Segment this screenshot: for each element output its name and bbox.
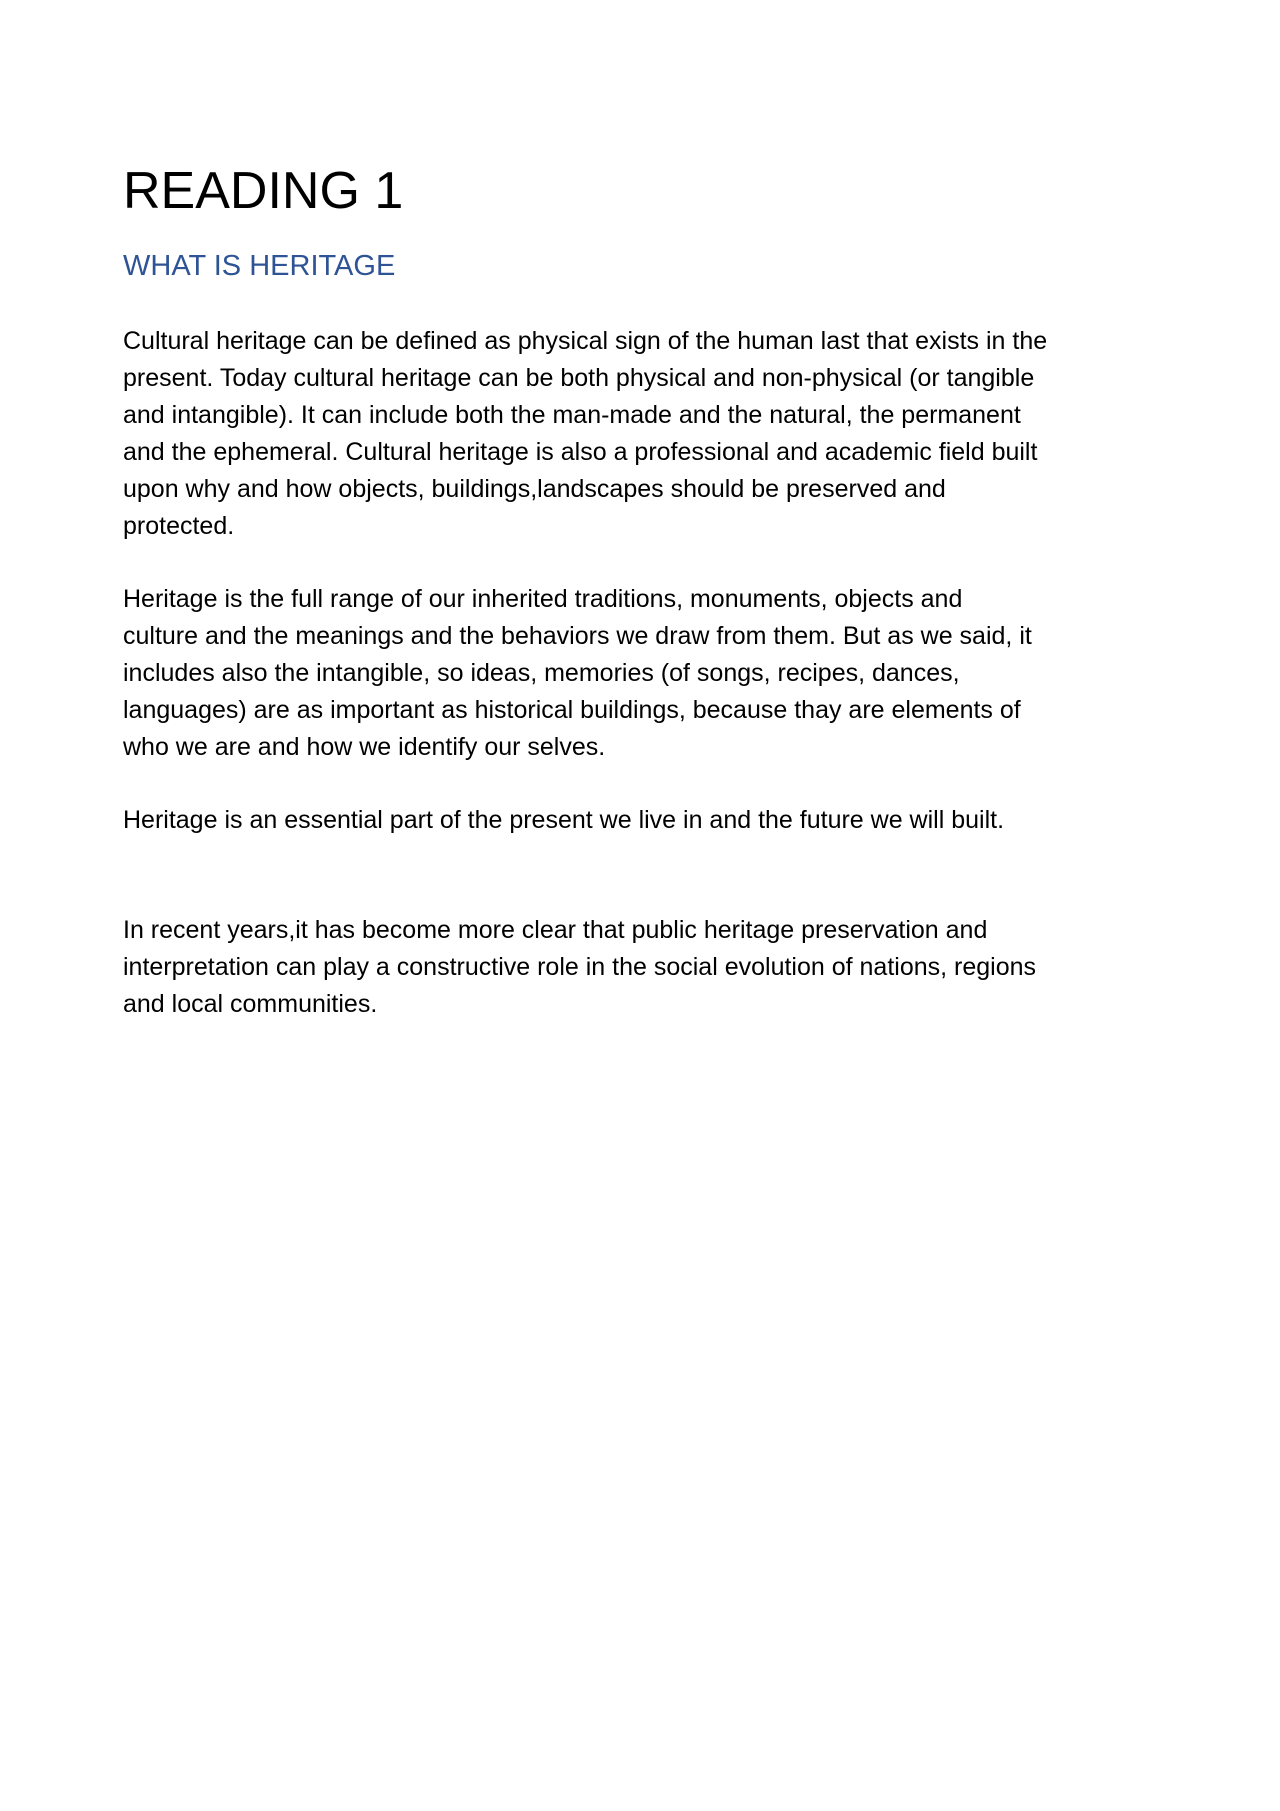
paragraph-line: present. Today cultural heritage can be both physical and non-physical (or tangible bbox=[123, 364, 1035, 392]
paragraph-range bbox=[123, 581, 1163, 766]
paragraph-line: and the ephemeral. Cultural heritage is also a professional and academic field built bbox=[123, 438, 1038, 466]
paragraph-recent-years bbox=[123, 912, 1163, 1023]
paragraph-line: In recent years,it has become more clear that public heritage preservation and bbox=[123, 916, 988, 944]
paragraph-line: and intangible). It can include both the man-made and the natural, the permanent bbox=[123, 401, 1021, 429]
paragraph-line: culture and the meanings and the behaviors we draw from them. But as we said, it bbox=[123, 622, 1032, 650]
paragraph-definition bbox=[123, 323, 1163, 545]
paragraph-line: protected. bbox=[123, 512, 235, 540]
document-content bbox=[123, 158, 1163, 1023]
paragraph-line: languages) are as important as historical buildings, because thay are elements of bbox=[123, 696, 1021, 724]
paragraph-line: includes also the intangible, so ideas, memories (of songs, recipes, dances, bbox=[123, 659, 960, 687]
paragraph-line: and local communities. bbox=[123, 990, 378, 1018]
paragraph-line: Heritage is an essential part of the present we live in and the future we will built. bbox=[123, 806, 1005, 834]
section-heading: WHAT IS HERITAGE bbox=[123, 250, 396, 282]
paragraph-line: upon why and how objects, buildings,landscapes should be preserved and bbox=[123, 475, 946, 503]
paragraph-line: interpretation can play a constructive role in the social evolution of nations, regions bbox=[123, 953, 1037, 981]
paragraph-line: Heritage is the full range of our inherited traditions, monuments, objects and bbox=[123, 585, 963, 613]
paragraph-essential bbox=[123, 802, 1163, 839]
paragraph-line: Cultural heritage can be defined as physical sign of the human last that exists in the bbox=[123, 327, 1048, 355]
page-title: READING 1 bbox=[123, 162, 404, 220]
paragraph-line: who we are and how we identify our selves. bbox=[123, 733, 606, 761]
